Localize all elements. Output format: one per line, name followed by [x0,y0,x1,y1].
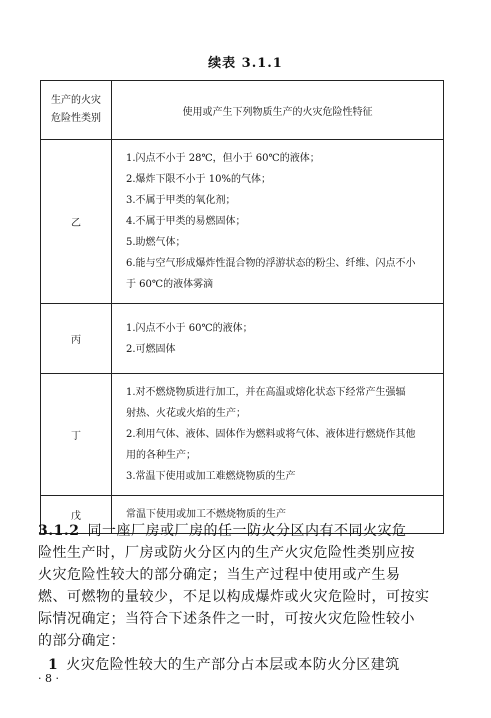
feature-item: 1.对不燃烧物质进行加工，并在高温或熔化状态下经常产生强辐 [126,387,406,398]
page-number: · 8 · [38,672,59,685]
feature-item: 5.助燃气体； [126,237,186,248]
feature-item: 常温下使用或加工不燃烧物质的生产 [126,509,286,520]
table-title: 续表 3.1.1 [208,56,283,71]
feature-item: 2.可燃固体 [126,343,176,355]
clause-line: 火灾危险性较大的部分确定；当生产过程中使用或产生易 [38,567,401,583]
clause-line [38,520,448,542]
feature-item-continuation: 于 60℃的液体雾滴 [126,279,214,290]
clause-number: 3.1.2 [38,523,80,539]
clause-line: 险性生产时，厂房或防火分区内的生产火灾危险性类别应按 [38,545,415,561]
feature-item: 2.利用气体、液体、固体作为燃料或将气体、液体进行燃烧作其他 [126,429,416,440]
category-cell: 戊 [41,496,112,534]
clause-line: 燃、可燃物的量较少，不足以构成爆炸或火灾危险时，可按实 [38,589,430,605]
item-text: 火灾危险性较大的生产部分占本层或本防火分区建筑 [66,657,400,673]
feature-item: 3.常温下使用或加工难燃烧物质的生产 [126,471,296,482]
hazard-classification-table [40,80,444,534]
feature-item: 1.闪点不小于 28℃，但小于 60℃的液体； [126,153,320,164]
clause-paragraph [38,520,448,652]
item-number: 1 [48,657,59,673]
feature-item-continuation: 用的各种生产； [126,450,196,461]
header-category-line1: 生产的火灾 [51,95,101,106]
header-feature-cell: 使用或产生下列物质生产的火灾危险性特征 [112,81,444,140]
table-row-bing [41,304,444,374]
header-category-line2: 危险性类别 [51,113,101,124]
header-category-cell [41,81,112,140]
category-cell: 乙 [41,140,112,304]
clause-line: 的部分确定： [38,633,125,649]
feature-items-cell [112,374,444,496]
feature-items-cell [112,140,444,304]
table-row-ding [41,374,444,496]
table-row-yi [41,140,444,304]
clause-line: 际情况确定；当符合下述条件之一时，可按火灾危险性较小 [38,611,415,627]
category-cell: 丁 [41,374,112,496]
feature-item: 3.不属于甲类的氧化剂； [126,195,236,206]
feature-item-continuation: 射热、火花或火焰的生产； [126,408,246,419]
feature-item: 6.能与空气形成爆炸性混合物的浮游状态的粉尘、纤维、闪点不小 [126,258,416,269]
item-paragraph [38,654,448,676]
category-cell: 丙 [41,304,112,374]
clause-text: 同一座厂房或厂房的任一防火分区内有不同火灾危 [87,523,407,539]
feature-items-cell [112,304,444,374]
table-header-row [41,81,444,140]
feature-item: 4.不属于甲类的易燃固体； [126,216,246,227]
feature-item: 1.闪点不小于 60℃的液体； [126,322,253,334]
feature-item: 2.爆炸下限不小于 10%的气体； [126,174,271,185]
